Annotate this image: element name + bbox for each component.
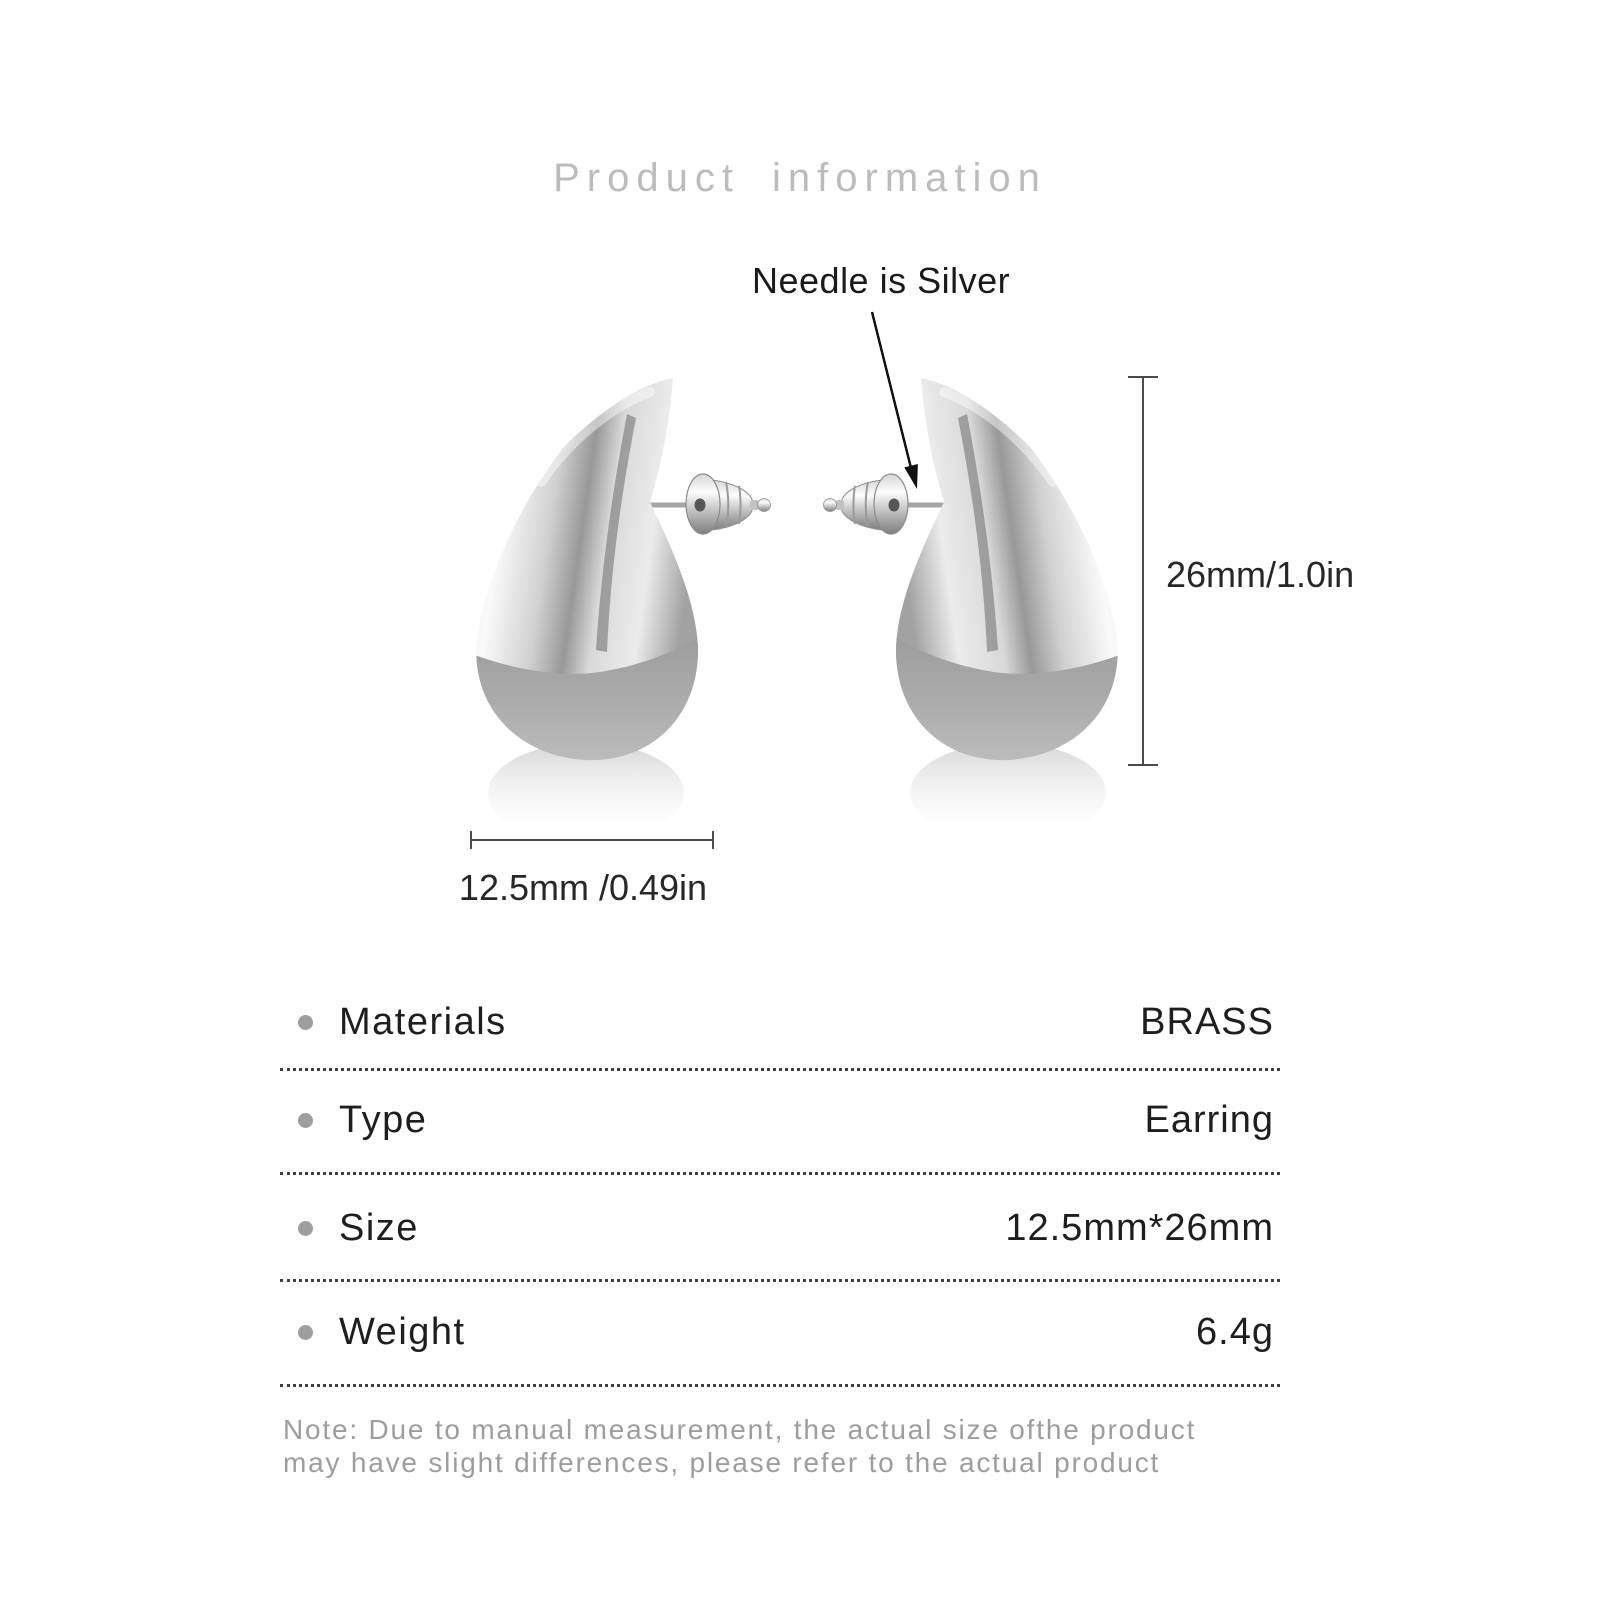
bullet-icon	[298, 1015, 313, 1030]
dotted-divider	[280, 1384, 1280, 1387]
page-title: Product information	[553, 156, 1047, 200]
needle-arrow-icon	[872, 312, 918, 489]
spec-row-size	[280, 1198, 1280, 1258]
note-line-2: may have slight differences, please refer to the actual product	[283, 1447, 1161, 1478]
earring-right	[824, 378, 1155, 843]
spec-value: 6.4g	[1196, 1310, 1274, 1353]
dotted-divider	[280, 1068, 1280, 1071]
spec-label: Weight	[339, 1310, 466, 1353]
note-line-1: Note: Due to manual measurement, the actual size ofthe product	[283, 1414, 1197, 1445]
spec-value: Earring	[1144, 1098, 1274, 1141]
spec-label: Size	[339, 1206, 419, 1249]
spec-value: BRASS	[1140, 1000, 1274, 1043]
spec-label: Materials	[339, 1000, 507, 1043]
bullet-icon	[298, 1221, 313, 1236]
spec-value: 12.5mm*26mm	[1005, 1206, 1274, 1249]
bullet-icon	[298, 1113, 313, 1128]
bullet-icon	[298, 1325, 313, 1340]
earring-left	[440, 378, 771, 843]
width-dimension-label: 12.5mm /0.49in	[458, 867, 708, 908]
spec-row-type	[280, 1090, 1280, 1150]
measurement-note	[283, 1413, 1283, 1479]
spec-label: Type	[339, 1098, 428, 1141]
dotted-divider	[280, 1172, 1280, 1175]
height-dimension-line	[1128, 377, 1158, 765]
dotted-divider	[280, 1279, 1280, 1282]
spec-row-materials	[280, 992, 1280, 1052]
spec-row-weight	[280, 1302, 1280, 1362]
needle-annotation: Needle is Silver	[752, 260, 1011, 301]
height-dimension-label: 26mm/1.0in	[1166, 554, 1355, 595]
